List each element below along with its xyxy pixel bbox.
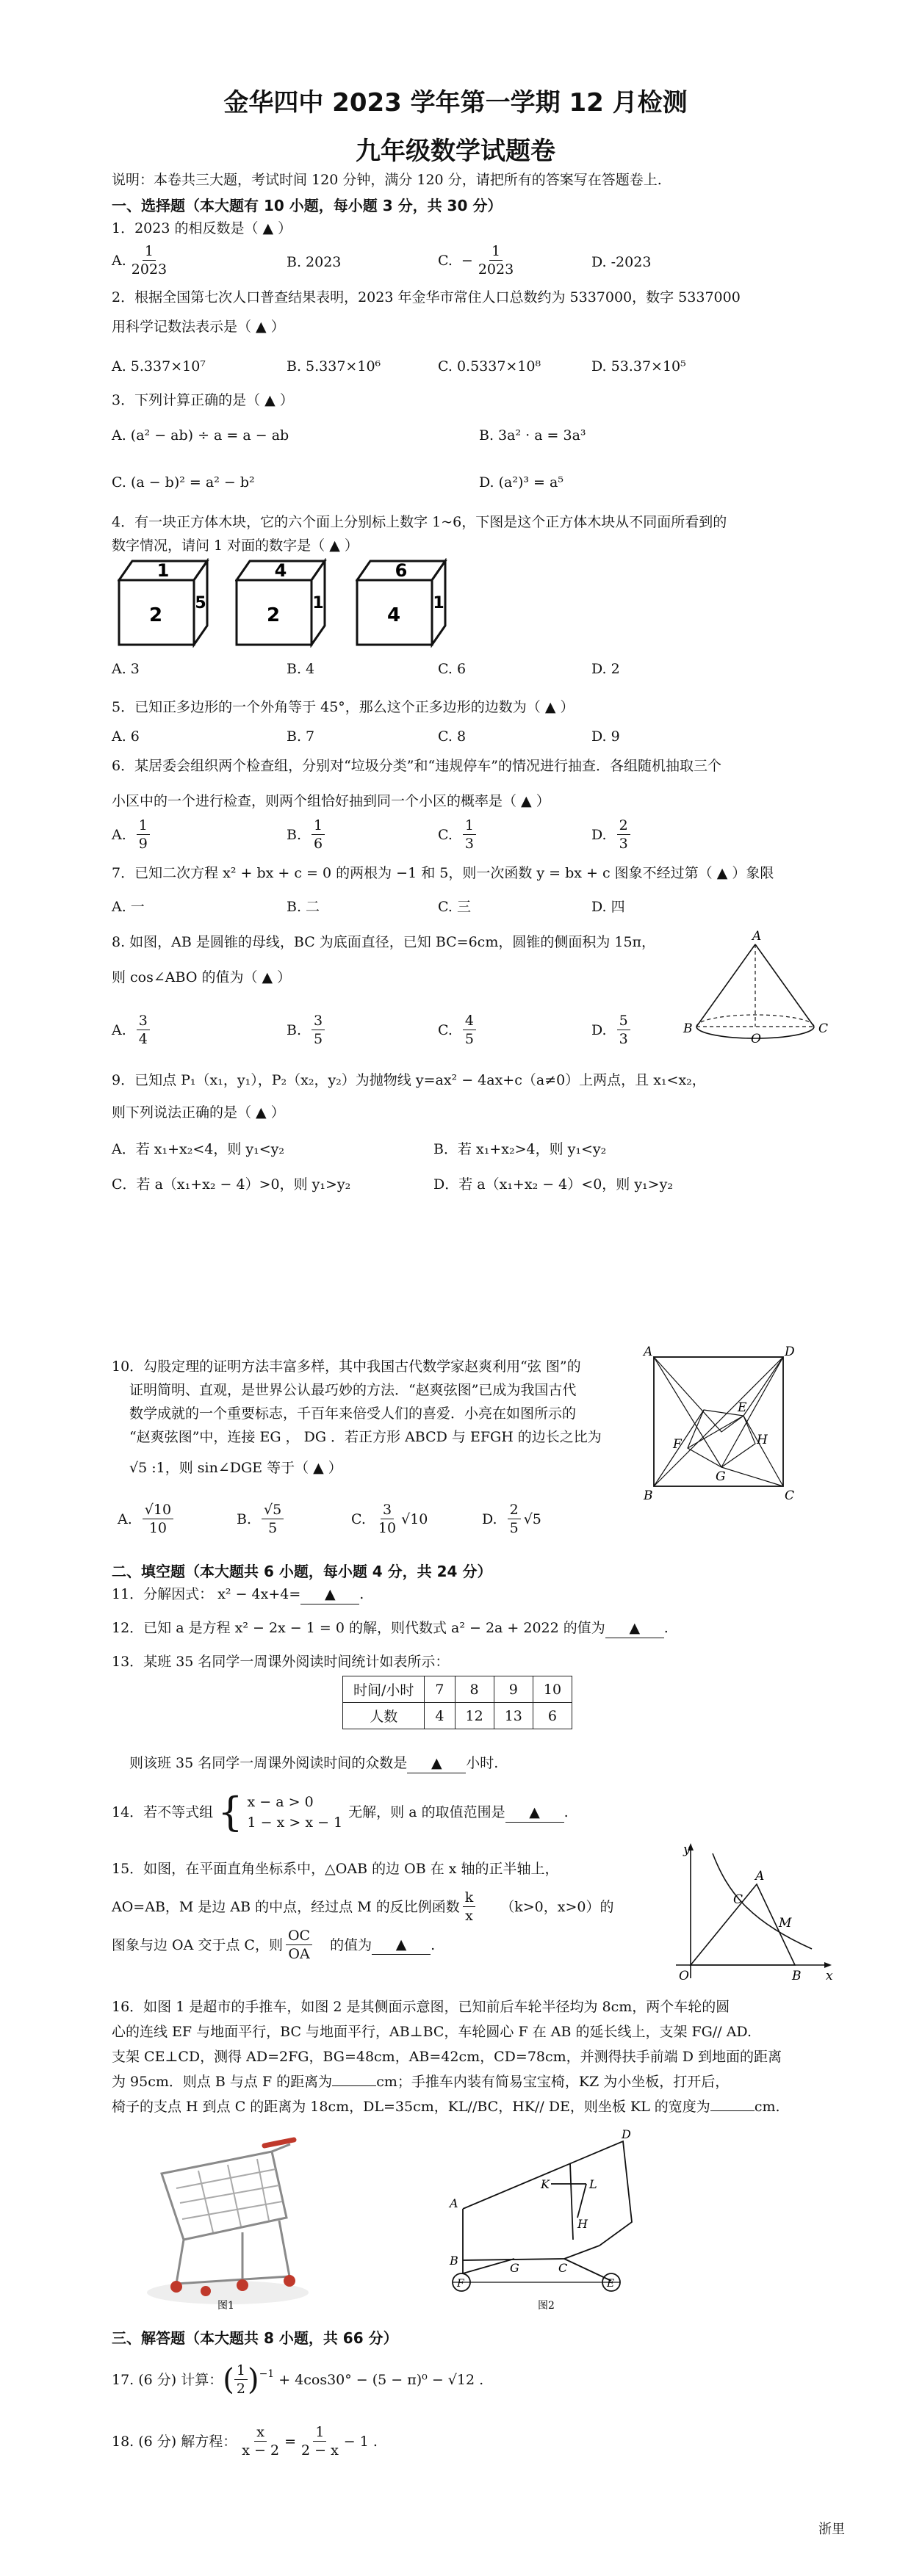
denominator: 2 − x: [300, 2442, 339, 2459]
fraction: [143, 1501, 173, 1537]
answer-blank[interactable]: ▲: [407, 1754, 466, 1773]
point-label-c: C: [785, 1488, 795, 1503]
table-cell: 时间/小时: [343, 1676, 425, 1703]
cube-top-number: 4: [274, 560, 287, 581]
option-label: B.: [287, 826, 302, 843]
q4-line1: 4．有一块正方体木块，它的六个面上分别标上数字 1~6，下图是这个正方体木块从不同面所看到的: [112, 514, 727, 530]
equals-sign: =: [284, 2433, 296, 2450]
denominator: 5: [268, 1520, 278, 1536]
q15-line3-pre: 图象与边 OA 交于点 C，则: [112, 1936, 283, 1953]
denominator: 5: [314, 1031, 323, 1047]
point-label-b: B: [644, 1488, 653, 1503]
q10-option-b: [237, 1501, 287, 1537]
denominator: OA: [288, 1946, 310, 1962]
denominator: 10: [148, 1520, 167, 1536]
q7-option-b: B. 二: [287, 899, 320, 915]
denominator: 3: [619, 836, 628, 852]
fraction: [312, 817, 325, 853]
option-label: C.: [438, 826, 453, 843]
fraction: [463, 1889, 476, 1925]
answer-blank[interactable]: ▲: [605, 1618, 664, 1638]
table-row: [343, 1703, 572, 1729]
numerator: 1: [463, 817, 476, 835]
fraction: [262, 1501, 284, 1537]
answer-blank[interactable]: [710, 2110, 755, 2111]
numerator: 1: [137, 817, 150, 835]
q8-line1: 8. 如图，AB 是圆锥的母线，BC 为底面直径，已知 BC=6cm，圆锥的侧面积为 15π，: [112, 934, 656, 950]
q17-post: + 4cos30° − (5 − π)⁰ − √12 .: [278, 2371, 484, 2388]
option-label: B.: [287, 1021, 302, 1038]
q10-line1: 10．勾股定理的证明方法丰富多样，其中我国古代数学家赵爽利用“弦 图”的: [112, 1358, 581, 1375]
point-label-g: G: [510, 2261, 519, 2275]
q16-line5-tail: cm.: [754, 2099, 780, 2115]
cube-front-number: 2: [266, 604, 281, 626]
point-label-c: C: [733, 1892, 743, 1907]
q15-line1: 15．如图，在平面直角坐标系中，△OAB 的边 OB 在 x 轴的正半轴上，: [112, 1861, 559, 1877]
denominator: 6: [314, 836, 323, 852]
option-label: C.: [438, 252, 453, 269]
q9-option-b: B．若 x₁+x₂>4，则 y₁<y₂: [433, 1141, 607, 1157]
q6-option-d: [591, 817, 633, 853]
q3-option-d: D. (a²)³ = a⁵: [479, 474, 563, 491]
q15-coordinate-figure: [661, 1840, 838, 1987]
radical: √5: [523, 1510, 541, 1527]
option-label: D.: [591, 826, 607, 843]
q6-option-c: [438, 817, 479, 853]
brace-icon: {: [217, 1789, 243, 1835]
q15-line2-pre: AO=AB，M 是边 AB 的中点，经过点 M 的反比例函数: [112, 1898, 460, 1915]
point-label-e: E: [607, 2278, 615, 2290]
q13-tail-pre: 则该班 35 名同学一周课外阅读时间的众数是: [129, 1755, 408, 1771]
denominator: 10: [378, 1520, 397, 1536]
table-cell: 12: [455, 1703, 494, 1729]
point-label-d: D: [622, 2130, 631, 2141]
q16-line5-text: 椅子的支点 H 到点 C 的距离为 18cm，DL=35cm，KL//BC，HK// DE，则坐板 KL 的宽度为: [112, 2099, 710, 2115]
instructions: 说明：本卷共三大题，考试时间 120 分钟，满分 120 分，请把所有的答案写在答题卷上.: [112, 172, 662, 188]
q15-line3: [112, 1927, 435, 1963]
q5-option-b: B. 7: [287, 728, 315, 745]
q1-option-d: D. -2023: [591, 254, 652, 270]
numerator: 5: [617, 1012, 630, 1030]
section-two-heading: 二、填空题（本大题共 6 小题，每小题 4 分，共 24 分）: [112, 1563, 492, 1580]
zhaoshuang-diagram: [639, 1344, 801, 1505]
point-label-o: O: [751, 1032, 761, 1046]
q18-post: − 1 .: [343, 2433, 378, 2450]
numerator: 2: [617, 817, 630, 835]
numerator: k: [463, 1889, 476, 1907]
numerator: 1: [234, 2362, 248, 2380]
figure-caption: 图1: [217, 2300, 234, 2312]
option-label: A.: [118, 1510, 132, 1527]
option-label: D.: [482, 1510, 497, 1527]
q1-stem: 1．2023 的相反数是（ ▲ ）: [112, 220, 292, 236]
denominator: 5: [464, 1031, 474, 1047]
q7-option-c: C. 三: [438, 899, 471, 915]
q16-line4-tail: cm；手推车内装有简易宝宝椅，KZ 为小坐板，打开后，: [376, 2074, 730, 2090]
point-label-a: A: [450, 2196, 458, 2210]
point-label-h: H: [757, 1433, 768, 1447]
q8-option-c: [438, 1012, 479, 1048]
q7-option-d: D. 四: [591, 899, 625, 915]
table-cell: 6: [533, 1703, 572, 1729]
exam-title: 金华四中 2023 学年第一学期 12 月检测: [223, 88, 688, 117]
denominator: 5: [509, 1520, 519, 1536]
point-label-c: C: [818, 1021, 829, 1036]
q15-line2-post: （k>0，x>0）的: [500, 1898, 614, 1915]
q16-line3: 支架 CE⊥CD，测得 AD=2FG，BG=48cm，AB=42cm，CD=78cm，并测得扶手前端 D 到地面的距离: [112, 2049, 782, 2065]
fraction: [463, 817, 476, 853]
paren-close: ): [247, 2362, 259, 2397]
q14-tail: .: [563, 1804, 569, 1820]
footer-mark: 浙里: [818, 2522, 845, 2537]
point-label-o: O: [679, 1969, 689, 1983]
q3-option-c: C. (a − b)² = a² − b²: [112, 474, 255, 491]
inequality-2: 1 − x > x − 1: [247, 1815, 343, 1831]
answer-blank[interactable]: ▲: [372, 1935, 431, 1955]
fraction: [508, 1501, 521, 1537]
q10-line4: “赵爽弦图”中，连接 EG ， DG ．若正方形 ABCD 与 EFGH 的边长之比为: [129, 1429, 602, 1445]
numerator: 1: [489, 242, 503, 261]
denominator: x − 2: [242, 2442, 280, 2459]
inequality-system: [248, 1792, 343, 1833]
numerator: 1: [312, 817, 325, 835]
point-label-l: L: [589, 2177, 597, 2191]
point-label-a: A: [644, 1345, 653, 1359]
q9-line2: 则下列说法正确的是（ ▲ ）: [112, 1104, 285, 1121]
cart-side-view-diagram: [441, 2130, 661, 2313]
table-cell: 13: [494, 1703, 533, 1729]
q16-line4: [112, 2072, 729, 2091]
minus-sign: −: [461, 252, 473, 269]
fraction: [286, 1927, 312, 1963]
cube-figure-3: [356, 558, 458, 648]
q16-line4-text: 为 95cm．则点 B 与点 F 的距离为: [112, 2074, 333, 2090]
q2-option-a: A. 5.337×10⁷: [112, 358, 206, 375]
q9-option-a: A．若 x₁+x₂<4，则 y₁<y₂: [112, 1141, 285, 1157]
fraction: [312, 1012, 325, 1048]
point-label-g: G: [716, 1469, 726, 1484]
fraction: [617, 817, 630, 853]
option-label: A.: [112, 252, 126, 269]
point-label-b: B: [683, 1021, 693, 1036]
answer-blank[interactable]: ▲: [505, 1803, 564, 1823]
q6-line1: 6．某居委会组织两个检查组，分别对“垃圾分类”和“违规停车”的情况进行抽查．各组随机抽取三个: [112, 758, 721, 774]
section-three-heading: 三、解答题（本大题共 8 小题，共 66 分）: [112, 2329, 398, 2347]
point-label-c: C: [558, 2261, 568, 2275]
q6-option-a: [112, 817, 153, 853]
numerator: 1: [313, 2423, 326, 2442]
numerator: 2: [508, 1501, 521, 1519]
figure-caption: 图2: [538, 2300, 555, 2312]
cube-side-number: 5: [195, 594, 206, 612]
q11-tail: .: [359, 1586, 364, 1602]
q10-option-d: [482, 1501, 541, 1537]
q3-stem: 3．下列计算正确的是（ ▲ ）: [112, 392, 294, 408]
q2-option-b: B. 5.337×10⁶: [287, 358, 381, 375]
fraction: [137, 1012, 150, 1048]
q4-option-d: D. 2: [591, 661, 620, 677]
q1-option-c: [438, 242, 519, 278]
table-cell: 4: [425, 1703, 455, 1729]
paren-open: (: [223, 2362, 234, 2397]
shopping-cart-photo: [132, 2130, 323, 2313]
denominator: 3: [619, 1031, 628, 1047]
exam-subtitle: 九年级数学试题卷: [356, 137, 555, 166]
q11: [112, 1585, 364, 1604]
q5-stem: 5．已知正多边形的一个外角等于 45°，那么这个正多边形的边数为（ ▲ ）: [112, 699, 575, 715]
q14-pre: 14．若不等式组: [112, 1804, 214, 1820]
q17: [112, 2362, 483, 2398]
denominator: 4: [138, 1031, 148, 1047]
denominator: 3: [464, 836, 474, 852]
q17-pre: 17. (6 分) 计算：: [112, 2371, 223, 2388]
table-cell: 9: [494, 1676, 533, 1703]
q10-line5: √5 :1，则 sin∠DGE 等于（ ▲ ）: [129, 1460, 342, 1476]
option-label: B.: [237, 1510, 252, 1527]
q7-stem: 7．已知二次方程 x² + bx + c = 0 的两根为 −1 和 5，则一次函数 y = bx + c 图象不经过第（ ▲ ）象限: [112, 865, 774, 881]
option-label: D.: [591, 1021, 607, 1038]
cube-front-number: 4: [386, 604, 401, 626]
q2-option-c: C. 0.5337×10⁸: [438, 358, 541, 375]
section-one-heading: 一、选择题（本大题有 10 小题，每小题 3 分，共 30 分）: [112, 197, 503, 214]
q9-option-c: C．若 a（x₁+x₂ − 4）>0，则 y₁>y₂: [112, 1176, 351, 1193]
q8-option-a: [112, 1012, 153, 1048]
q7-option-a: A. 一: [112, 899, 145, 915]
denominator: 2: [236, 2381, 245, 2397]
q10-line3: 数学成就的一个重要标志，千百年来倍受人们的喜爱．小亮在如图所示的: [129, 1405, 577, 1422]
q10-line2: 证明简明、直观，是世界公认最巧妙的方法．“赵爽弦图”已成为我国古代: [129, 1382, 577, 1398]
table-cell: 人数: [343, 1703, 425, 1729]
q2-line2: 用科学记数法表示是（ ▲ ）: [112, 319, 285, 335]
fraction: [137, 817, 150, 853]
fraction: [129, 242, 169, 278]
point-label-f: F: [673, 1437, 682, 1452]
cube-front-number: 2: [148, 604, 163, 626]
numerator: 3: [312, 1012, 325, 1030]
q3-option-a: A. (a² − ab) ÷ a = a − ab: [112, 427, 289, 444]
q6-option-b: [287, 817, 328, 853]
numerator: 3: [381, 1501, 394, 1519]
q16-line5: [112, 2097, 780, 2116]
option-label: A.: [112, 1021, 126, 1038]
q13-reading-table: [342, 1676, 572, 1729]
q16-line1: 16．如图 1 是超市的手推车，如图 2 是其侧面示意图，已知前后车轮半径均为 8cm，两个车轮的圆: [112, 1999, 730, 2015]
exponent: −1: [259, 2368, 275, 2380]
q18: [112, 2423, 378, 2459]
fraction: [376, 1501, 398, 1537]
axis-label-y: y: [683, 1842, 691, 1857]
cube-figure-2: [235, 558, 338, 648]
q4-option-c: C. 6: [438, 661, 467, 677]
q11-stem: 11．分解因式： x² − 4x+4=: [112, 1586, 301, 1602]
q1-option-b: B. 2023: [287, 254, 342, 270]
numerator: 1: [143, 242, 156, 261]
point-label-a: A: [755, 1869, 765, 1884]
numerator: x: [254, 2423, 267, 2442]
q4-line2: 数字情况，请问 1 对面的数字是（ ▲ ）: [112, 538, 359, 554]
option-label: A.: [112, 826, 126, 843]
q13-stem: 13．某班 35 名同学一周课外阅读时间统计如表所示：: [112, 1654, 450, 1670]
table-cell: 8: [455, 1676, 494, 1703]
q8-line2: 则 cos∠ABO 的值为（ ▲ ）: [112, 969, 292, 985]
point-label-e: E: [738, 1400, 747, 1415]
cube-figure-1: [118, 558, 220, 648]
q3-option-b: B. 3a² · a = 3a³: [479, 427, 586, 444]
inequality-1: x − a > 0: [247, 1794, 314, 1810]
q9-line1: 9．已知点 P₁（x₁，y₁），P₂（x₂，y₂）为抛物线 y=ax² − 4ax+c（a≠0）上两点，且 x₁<x₂，: [112, 1072, 706, 1088]
q13-tail: [129, 1754, 498, 1773]
q16-line2: 心的连线 EF 与地面平行，BC 与地面平行，AB⊥BC，车轮圆心 F 在 AB 的延长线上，支架 FG// AD.: [112, 2024, 752, 2040]
q5-option-c: C. 8: [438, 728, 467, 745]
q1-option-a: [112, 242, 172, 278]
q12: [112, 1618, 669, 1638]
numerator: 4: [463, 1012, 476, 1030]
q2-line1: 2．根据全国第七次人口普查结果表明，2023 年金华市常住人口总数约为 5337000，数字 5337000: [112, 289, 741, 305]
fraction: [240, 2423, 281, 2459]
q6-line2: 小区中的一个进行检查，则两个组恰好抽到同一个小区的概率是（ ▲ ）: [112, 793, 550, 809]
table-cell: 7: [425, 1676, 455, 1703]
denominator: 2023: [131, 261, 168, 278]
fraction: [299, 2423, 341, 2459]
answer-blank[interactable]: [332, 2085, 376, 2086]
cube-top-number: 1: [156, 560, 170, 581]
q12-stem: 12．已知 a 是方程 x² − 2x − 1 = 0 的解，则代数式 a² − 2a + 2022 的值为: [112, 1620, 605, 1636]
q5-option-d: D. 9: [591, 728, 620, 745]
numerator: √5: [262, 1501, 284, 1519]
radical: √10: [401, 1510, 428, 1527]
fraction: [463, 1012, 476, 1048]
fraction: [476, 242, 516, 278]
q15-line3-post: 的值为: [330, 1936, 372, 1953]
q4-option-a: A. 3: [112, 661, 140, 677]
option-label: C.: [351, 1510, 366, 1527]
q13-tail-post: 小时.: [466, 1755, 499, 1771]
q15-line2: [112, 1889, 613, 1925]
q8-option-b: [287, 1012, 328, 1048]
cone-figure: [676, 930, 838, 1062]
q8-option-d: [591, 1012, 633, 1048]
q10-option-c: [351, 1501, 428, 1537]
cube-side-number: 1: [312, 594, 324, 612]
numerator: 3: [137, 1012, 150, 1030]
q12-tail: .: [663, 1620, 669, 1636]
q9-option-d: D．若 a（x₁+x₂ − 4）<0，则 y₁>y₂: [433, 1176, 673, 1193]
q18-pre: 18. (6 分) 解方程：: [112, 2433, 237, 2450]
answer-blank[interactable]: ▲: [300, 1585, 359, 1604]
q14: [112, 1789, 569, 1835]
point-label-b: B: [450, 2254, 458, 2268]
q10-option-a: [118, 1501, 176, 1537]
fraction: [617, 1012, 630, 1048]
cube-side-number: 1: [433, 594, 444, 612]
q5-option-a: A. 6: [112, 728, 140, 745]
cube-top-number: 6: [395, 560, 408, 581]
point-label-h: H: [577, 2217, 588, 2231]
denominator: 9: [138, 836, 148, 852]
point-label-k: K: [541, 2177, 550, 2191]
q15-tail: .: [431, 1936, 436, 1953]
q2-option-d: D. 53.37×10⁵: [591, 358, 686, 375]
fraction: [234, 2362, 248, 2398]
point-label-a: A: [752, 930, 762, 944]
denominator: 2023: [478, 261, 514, 278]
point-label-f: F: [457, 2278, 464, 2290]
q4-option-b: B. 4: [287, 661, 315, 677]
numerator: OC: [286, 1927, 312, 1945]
numerator: √10: [143, 1501, 173, 1519]
option-label: C.: [438, 1021, 453, 1038]
axis-label-x: x: [826, 1969, 833, 1983]
q14-post: 无解，则 a 的取值范围是: [348, 1804, 505, 1820]
table-row: [343, 1676, 572, 1703]
point-label-b: B: [792, 1969, 802, 1983]
table-cell: 10: [533, 1676, 572, 1703]
point-label-m: M: [779, 1916, 792, 1931]
denominator: x: [465, 1908, 473, 1924]
point-label-d: D: [785, 1345, 795, 1359]
